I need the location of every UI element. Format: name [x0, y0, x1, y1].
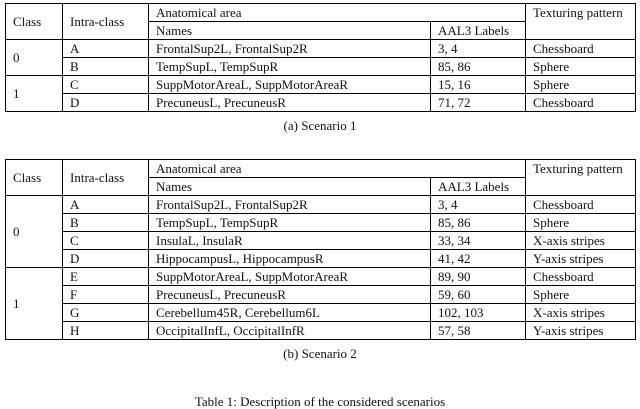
col-header-aal3-labels: AAL3 Labels — [431, 178, 526, 196]
cropped-table-caption: Table 1: Description of the considered scenarios — [194, 394, 446, 409]
intra-class-cell: C — [63, 76, 149, 94]
table-row — [6, 76, 636, 94]
aal3-labels-cell: 3, 4 — [431, 196, 526, 214]
texturing-pattern-cell: Y-axis stripes — [526, 322, 636, 340]
col-header-intra-class: Intra-class — [63, 160, 149, 196]
col-header-class: Class — [6, 160, 63, 196]
class-cell: 0 — [6, 196, 63, 268]
names-cell: FrontalSup2L, FrontalSup2R — [149, 40, 431, 58]
intra-class-cell: F — [63, 286, 149, 304]
table-row — [6, 58, 636, 76]
names-cell: PrecuneusL, PrecuneusR — [149, 286, 431, 304]
intra-class-cell: B — [63, 214, 149, 232]
intra-class-cell: D — [63, 250, 149, 268]
intra-class-cell: B — [63, 58, 149, 76]
intra-class-cell: A — [63, 40, 149, 58]
table-row — [6, 286, 636, 304]
names-cell: OccipitalInfL, OccipitalInfR — [149, 322, 431, 340]
col-header-names: Names — [149, 178, 431, 196]
col-header-aal3-labels: AAL3 Labels — [431, 22, 526, 40]
names-cell: Cerebellum45R, Cerebellum6L — [149, 304, 431, 322]
intra-class-cell: G — [63, 304, 149, 322]
table-row — [6, 214, 636, 232]
texturing-pattern-cell: Chessboard — [526, 40, 636, 58]
texturing-pattern-cell: Sphere — [526, 58, 636, 76]
intra-class-cell: A — [63, 196, 149, 214]
intra-class-cell: C — [63, 232, 149, 250]
intra-class-cell: D — [63, 94, 149, 112]
aal3-labels-cell: 102, 103 — [431, 304, 526, 322]
class-cell: 1 — [6, 76, 63, 112]
table-row — [6, 94, 636, 112]
header-row-1 — [6, 4, 636, 22]
aal3-labels-cell: 57, 58 — [431, 322, 526, 340]
texturing-pattern-cell: Sphere — [526, 76, 636, 94]
table-row — [6, 250, 636, 268]
col-header-intra-class: Intra-class — [63, 4, 149, 40]
col-header-texturing-pattern: Texturing pattern — [526, 4, 636, 40]
col-header-texturing-pattern: Texturing pattern — [526, 160, 636, 196]
col-header-class: Class — [6, 4, 63, 40]
names-cell: SuppMotorAreaL, SuppMotorAreaR — [149, 76, 431, 94]
table-header — [6, 4, 636, 40]
names-cell: FrontalSup2L, FrontalSup2R — [149, 196, 431, 214]
names-cell: TempSupL, TempSupR — [149, 58, 431, 76]
intra-class-cell: E — [63, 268, 149, 286]
table-caption: (b) Scenario 2 — [283, 346, 357, 361]
intra-class-cell: H — [63, 322, 149, 340]
texturing-pattern-cell: Chessboard — [526, 94, 636, 112]
aal3-labels-cell: 15, 16 — [431, 76, 526, 94]
texturing-pattern-cell: Y-axis stripes — [526, 250, 636, 268]
aal3-labels-cell: 85, 86 — [431, 214, 526, 232]
aal3-labels-cell: 71, 72 — [431, 94, 526, 112]
aal3-labels-cell: 89, 90 — [431, 268, 526, 286]
scenario-table-figure — [5, 3, 635, 133]
names-cell: TempSupL, TempSupR — [149, 214, 431, 232]
texturing-pattern-cell: Chessboard — [526, 268, 636, 286]
table-row — [6, 196, 636, 214]
col-header-anatomical-area: Anatomical area — [149, 160, 526, 178]
table-row — [6, 232, 636, 250]
names-cell: PrecuneusL, PrecuneusR — [149, 94, 431, 112]
texturing-pattern-cell: Chessboard — [526, 196, 636, 214]
aal3-labels-cell: 3, 4 — [431, 40, 526, 58]
texturing-pattern-cell: Sphere — [526, 286, 636, 304]
names-cell: SuppMotorAreaL, SuppMotorAreaR — [149, 268, 431, 286]
names-cell: InsulaL, InsulaR — [149, 232, 431, 250]
col-header-anatomical-area: Anatomical area — [149, 4, 526, 22]
table-body — [6, 40, 636, 112]
texturing-pattern-cell: X-axis stripes — [526, 304, 636, 322]
class-cell: 0 — [6, 40, 63, 76]
scenario-table — [5, 159, 636, 340]
scenario-table-figure — [5, 159, 635, 361]
texturing-pattern-cell: X-axis stripes — [526, 232, 636, 250]
texturing-pattern-cell: Sphere — [526, 214, 636, 232]
aal3-labels-cell: 41, 42 — [431, 250, 526, 268]
table-row — [6, 40, 636, 58]
col-header-names: Names — [149, 22, 431, 40]
table-row — [6, 322, 636, 340]
table-body — [6, 196, 636, 340]
aal3-labels-cell: 33, 34 — [431, 232, 526, 250]
class-cell: 1 — [6, 268, 63, 340]
scenario-tables-container — [0, 3, 640, 361]
table-row — [6, 268, 636, 286]
aal3-labels-cell: 59, 60 — [431, 286, 526, 304]
header-row-1 — [6, 160, 636, 178]
table-caption: (a) Scenario 1 — [283, 118, 357, 133]
table-header — [6, 160, 636, 196]
names-cell: HippocampusL, HippocampusR — [149, 250, 431, 268]
table-row — [6, 304, 636, 322]
scenario-table — [5, 3, 636, 112]
aal3-labels-cell: 85, 86 — [431, 58, 526, 76]
